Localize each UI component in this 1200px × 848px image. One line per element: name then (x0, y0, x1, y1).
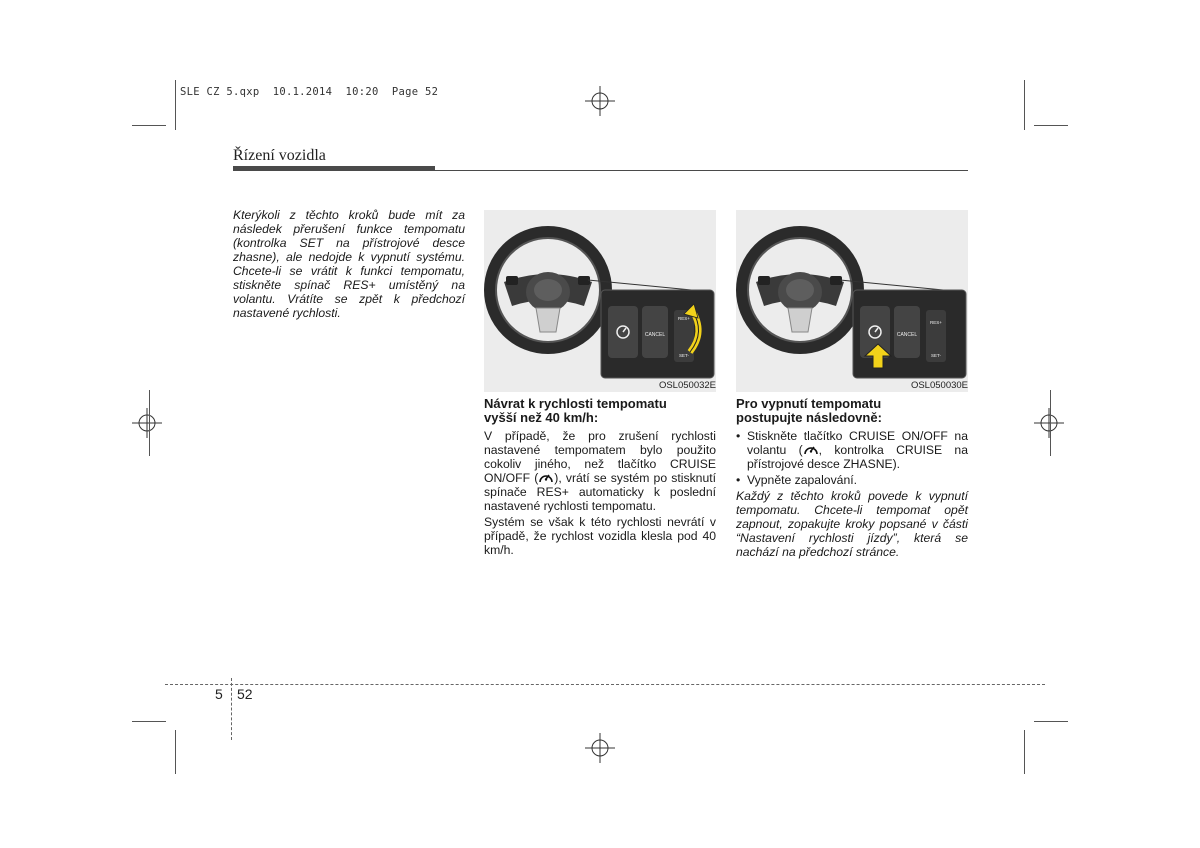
turn-off-note: Každý z těchto kroků povede k vypnutí tempomatu. Chcete-li tempomat opět zapnout, zopakujte kroky popsané v části “Nastavení rychlosti jízdy”, která se nachází na předchozí stránce. (736, 489, 968, 559)
list-item: • Stiskněte tlačítko CRUISE ON/OFF na volantu ( , kontrolka CRUISE na přístrojové desce ZHASNE). (736, 429, 968, 471)
crop-mark (132, 125, 166, 126)
crop-mark (1024, 80, 1025, 130)
header-rule-thin (435, 170, 968, 171)
resume-section (484, 397, 716, 557)
cancel-label: CANCEL (644, 332, 666, 338)
interruption-paragraph: Kterýkoli z těchto kroků bude mít za následek přerušení funkce tempomatu (kontrolka SET na přístrojové desce zhasne), ale nedojde k vypnutí systému. Chcete-li se vrátit k funkci tempomatu, stiskněte spínač RES+ umístěný na volantu. Vrátíte se zpět k předchozí nastavené rychlosti. (233, 208, 465, 320)
resume-paragraph: V případě, že pro zrušení rychlosti nastavené tempomatem bylo použito cokoliv jiného, než tlačítko CRUISE ON/OFF ( ), vrátí se systém po stisknutí spínače RES+ automaticky k poslední nastavené rychlosti tempomatu. (484, 429, 716, 513)
crop-mark (175, 730, 176, 774)
crop-mark (1024, 730, 1025, 774)
res-label: RES+ (678, 316, 690, 321)
crop-mark (1034, 721, 1068, 722)
cancel-label: CANCEL (896, 332, 918, 338)
registration-mark-icon (132, 408, 162, 438)
figure-resume-speed (484, 210, 716, 392)
registration-mark-icon (1034, 408, 1064, 438)
resume-note-paragraph: Systém se však k této rychlosti nevrátí v případě, že rychlost vozidla klesla pod 40 km/h. (484, 515, 716, 557)
chapter-number: 5 (215, 686, 223, 702)
crop-mark (132, 721, 166, 722)
res-label: RES+ (930, 320, 942, 325)
crop-mark (1034, 125, 1068, 126)
crop-mark (149, 390, 150, 456)
section-title: Řízení vozidla (233, 147, 326, 164)
crop-mark (175, 80, 176, 130)
registration-mark-icon (585, 733, 615, 763)
crop-mark (1050, 390, 1051, 456)
header-rule-thick (233, 166, 435, 171)
section-heading: Návrat k rychlosti tempomatu vyšší než 40 km/h: (484, 396, 667, 425)
print-slug: SLE CZ 5.qxp 10.1.2014 10:20 Page 52 (180, 86, 439, 98)
turn-off-section (736, 397, 968, 559)
footer-dashed-rule (165, 684, 1045, 685)
list-item: • Vypněte zapalování. (736, 473, 857, 487)
cruise-control-icon (538, 471, 554, 485)
footer-divider (231, 678, 232, 740)
section-heading: Pro vypnutí tempomatu postupujte následovně: (736, 396, 882, 425)
steering-wheel-illustration (736, 210, 968, 392)
figure-code: OSL050030E (910, 380, 968, 391)
set-label: SET- (930, 353, 942, 358)
registration-mark-icon (585, 86, 615, 116)
cruise-control-icon (803, 443, 819, 457)
set-label: SET- (678, 353, 690, 358)
steering-wheel-illustration (484, 210, 716, 392)
page-number: 52 (237, 686, 253, 702)
figure-turn-off (736, 210, 968, 392)
figure-code: OSL050032E (658, 380, 716, 391)
